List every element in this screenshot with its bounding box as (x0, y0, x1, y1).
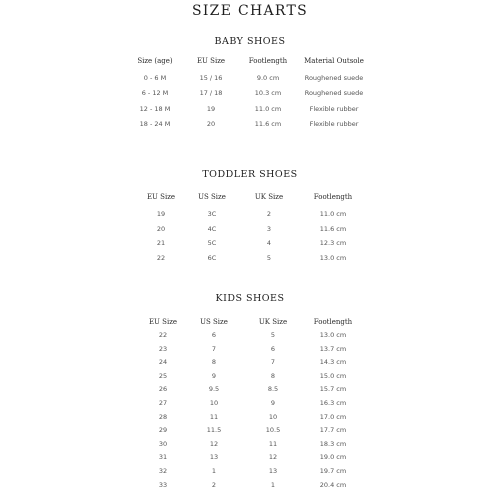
table-row (0, 440, 500, 452)
table-cell: 11 (268, 439, 278, 448)
table-cell: 3C (207, 210, 217, 218)
table-cell: 5 (266, 253, 272, 262)
table-cell: 11.0 cm (319, 210, 347, 218)
table-cell: 19 (156, 210, 166, 218)
table-cell: 6C (207, 253, 217, 262)
table-cell: 20.4 cm (319, 480, 347, 489)
table-row (0, 74, 500, 86)
table-cell: 12 (268, 453, 278, 462)
table-cell: 6 (270, 344, 276, 353)
table-row (0, 345, 500, 357)
table-row (0, 254, 500, 266)
table-cell: 15.0 cm (319, 371, 347, 380)
table-cell: 4 (266, 239, 272, 248)
table-cell: 1 (211, 467, 217, 475)
toddler-shoes-title: TODDLER SHOES (202, 169, 298, 180)
table-cell: 9.5 (208, 385, 220, 394)
column-header: UK Size (258, 318, 288, 326)
table-cell: 13.0 cm (319, 253, 347, 262)
table-cell: 7 (211, 344, 217, 353)
table-cell: 3 (266, 224, 272, 233)
table-cell: 22 (158, 331, 168, 339)
table-cell: 8 (270, 371, 276, 380)
table-cell: 27 (158, 399, 168, 407)
table-cell: 31 (158, 453, 168, 462)
table-cell: 25 (158, 371, 168, 380)
table-cell: 19.7 cm (319, 467, 347, 475)
baby-header-row (0, 57, 500, 69)
table-row (0, 89, 500, 101)
table-cell: 32 (158, 467, 168, 475)
column-header: UK Size (254, 193, 284, 201)
table-row (0, 399, 500, 411)
table-cell: 13.7 cm (319, 344, 347, 353)
table-cell: 11.6 cm (254, 120, 282, 129)
table-row (0, 358, 500, 370)
table-row (0, 467, 500, 479)
column-header: Footlength (313, 318, 353, 326)
table-cell: Roughened suede (304, 74, 364, 82)
page-title: SIZE CHARTS (191, 3, 309, 19)
table-cell: 11.6 cm (319, 224, 347, 233)
table-cell: 19.0 cm (319, 453, 347, 462)
table-cell: 17 / 18 (199, 89, 223, 98)
table-row (0, 225, 500, 237)
table-cell: 6 (211, 331, 217, 339)
table-cell: Flexible rubber (309, 120, 359, 129)
table-cell: 5 (270, 331, 276, 339)
column-header: Size (age) (137, 57, 173, 65)
table-cell: 26 (158, 385, 168, 394)
table-cell: 12 (209, 439, 219, 448)
table-cell: 13.0 cm (319, 331, 347, 339)
table-row (0, 105, 500, 117)
table-cell: 2 (266, 210, 272, 218)
kids-header-row (0, 318, 500, 330)
table-cell: 12 - 18 M (139, 104, 171, 113)
toddler-header-row (0, 193, 500, 205)
table-row (0, 481, 500, 493)
table-cell: Roughened suede (304, 89, 364, 98)
table-cell: 22 (156, 253, 166, 262)
table-cell: 19 (206, 104, 216, 113)
table-cell: 18.3 cm (319, 439, 347, 448)
table-cell: 18 - 24 M (139, 120, 171, 129)
table-cell: 6 - 12 M (141, 89, 169, 98)
table-cell: 29 (158, 426, 168, 435)
table-row (0, 210, 500, 222)
column-header: Footlength (313, 193, 353, 201)
table-cell: 13 (209, 453, 219, 462)
table-cell: 15 / 16 (199, 74, 223, 82)
table-cell: 11.0 cm (254, 104, 282, 113)
table-cell: 12.3 cm (319, 239, 347, 248)
table-cell: 10.3 cm (254, 89, 282, 98)
table-cell: 28 (158, 412, 168, 421)
column-header: EU Size (196, 57, 226, 65)
table-cell: 17.7 cm (319, 426, 347, 435)
table-cell: 21 (156, 239, 166, 248)
table-cell: 14.3 cm (319, 358, 347, 367)
table-cell: 11.5 (206, 426, 222, 435)
table-cell: 10.5 (265, 426, 281, 435)
table-cell: 9 (211, 371, 217, 380)
table-cell: 8 (211, 358, 217, 367)
table-row (0, 372, 500, 384)
column-header: US Size (200, 318, 228, 326)
column-header: EU Size (148, 318, 178, 326)
table-cell: 2 (211, 480, 217, 489)
table-cell: 33 (158, 480, 168, 489)
kids-shoes-title: KIDS SHOES (215, 293, 285, 304)
column-header: EU Size (146, 193, 176, 201)
table-cell: 9.0 cm (256, 74, 280, 82)
table-row (0, 413, 500, 425)
table-cell: 30 (158, 439, 168, 448)
table-cell: 7 (270, 358, 276, 367)
table-row (0, 385, 500, 397)
column-header: US Size (198, 193, 226, 201)
table-row (0, 426, 500, 438)
table-cell: Flexible rubber (309, 104, 359, 113)
table-cell: 1 (270, 480, 276, 489)
column-header: Footlength (248, 57, 288, 65)
table-cell: 13 (268, 467, 278, 475)
table-row (0, 239, 500, 251)
baby-shoes-title: BABY SHOES (214, 36, 286, 47)
table-cell: 10 (268, 412, 278, 421)
table-row (0, 120, 500, 132)
table-cell: 23 (158, 344, 168, 353)
table-cell: 24 (158, 358, 168, 367)
table-cell: 15.7 cm (319, 385, 347, 394)
table-cell: 8.5 (267, 385, 279, 394)
table-cell: 20 (206, 120, 216, 129)
table-cell: 17.0 cm (319, 412, 347, 421)
column-header: Material Outsole (304, 57, 364, 65)
table-cell: 4C (207, 224, 217, 233)
table-cell: 20 (156, 224, 166, 233)
table-row (0, 453, 500, 465)
table-cell: 0 - 6 M (143, 74, 167, 82)
table-cell: 11 (209, 412, 219, 421)
table-cell: 9 (270, 399, 276, 407)
table-row (0, 331, 500, 343)
table-cell: 5C (207, 239, 217, 248)
table-cell: 10 (209, 399, 219, 407)
table-cell: 16.3 cm (319, 399, 347, 407)
